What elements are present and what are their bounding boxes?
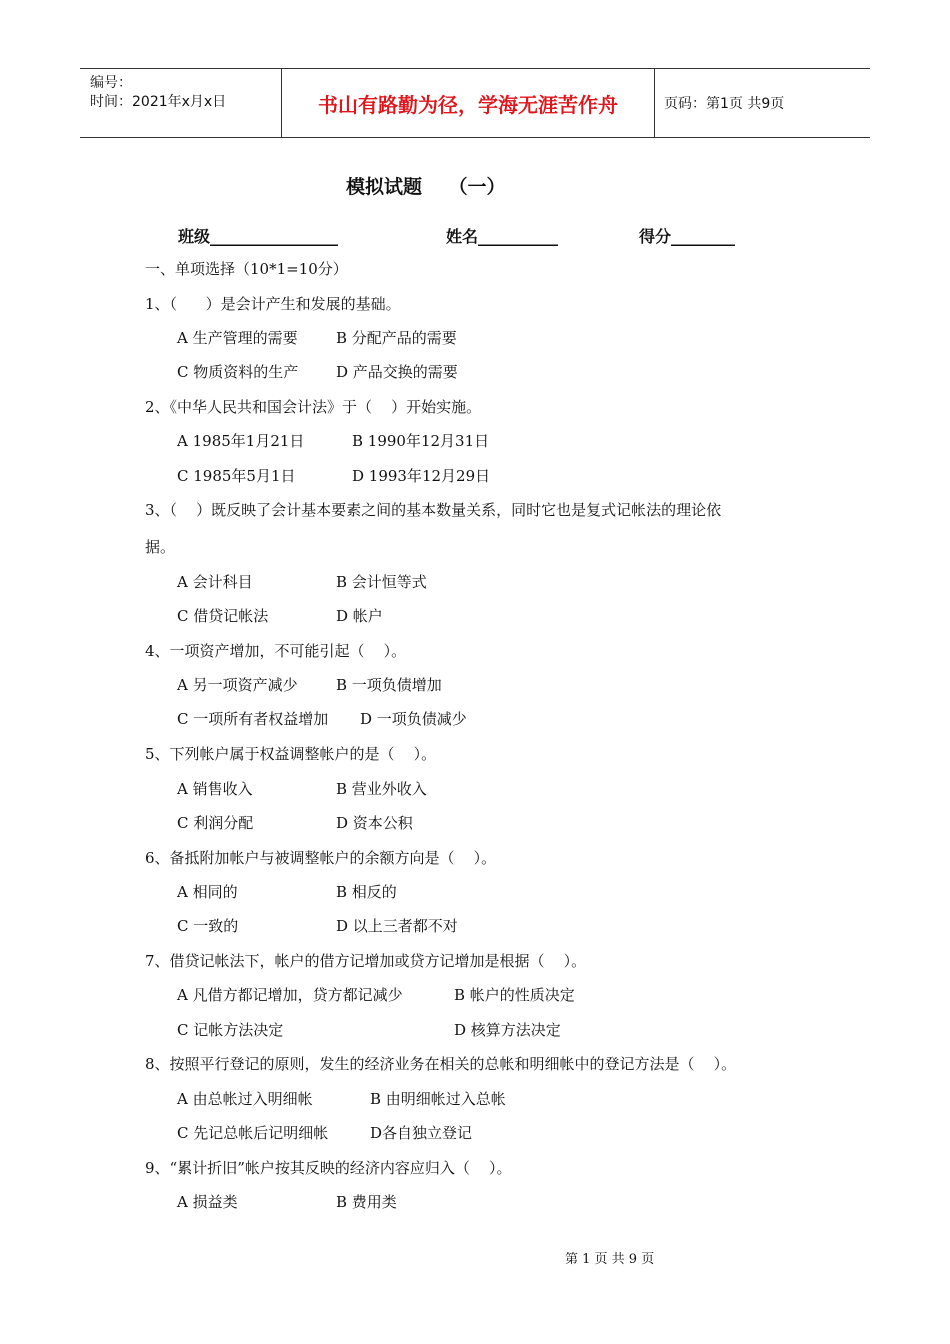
class-field: 班级________________: [178, 227, 339, 246]
question-5: 5、下列帐户属于权益调整帐户的是（ ）。: [145, 745, 437, 763]
option-a: A 由总帐过入明细帐: [177, 1090, 313, 1108]
option-c: C 记帐方法决定: [177, 1021, 284, 1039]
motto: 书山有路勤为径，学海无涯苦作舟: [281, 69, 655, 137]
time-label: 时间：2021年x月x日: [90, 94, 227, 110]
page-label: 页码：第1页 共9页: [664, 96, 785, 112]
question-2: 2、《中华人民共和国会计法》于（ ）开始实施。: [145, 398, 482, 416]
option-c: C 一项所有者权益增加: [177, 710, 329, 728]
option-a: A 1985年1月21日: [177, 432, 305, 450]
option-c: C 一致的: [177, 917, 239, 935]
option-a: A 损益类: [177, 1193, 238, 1211]
option-c: C 1985年5月1日: [177, 467, 296, 485]
question-6: 6、备抵附加帐户与被调整帐户的余额方向是（ ）。: [145, 849, 497, 867]
question-4: 4、一项资产增加，不可能引起（ ）。: [145, 642, 407, 660]
page-title: 模拟试题 （一）: [346, 176, 506, 198]
option-b: B 会计恒等式: [336, 573, 427, 591]
option-a: A 会计科目: [177, 573, 253, 591]
option-b: B 相反的: [336, 883, 397, 901]
option-a: A 凡借方都记增加，贷方都记减少: [177, 986, 403, 1004]
option-d: D 资本公积: [336, 814, 413, 832]
number-label: 编号：: [90, 75, 132, 91]
option-c: C 借贷记帐法: [177, 607, 269, 625]
question-3: 3、（ ）既反映了会计基本要素之间的基本数量关系，同时它也是复式记帐法的理论依: [145, 501, 722, 519]
question-3-cont: 据。: [145, 538, 176, 556]
question-9: 9、“累计折旧”帐户按其反映的经济内容应归入（ ）。: [145, 1159, 512, 1177]
option-b: B 费用类: [336, 1193, 397, 1211]
option-a: A 另一项资产减少: [177, 676, 298, 694]
option-d: D各自独立登记: [370, 1124, 473, 1142]
option-a: A 销售收入: [177, 780, 253, 798]
option-c: C 利润分配: [177, 814, 254, 832]
question-8: 8、按照平行登记的原则，发生的经济业务在相关的总帐和明细帐中的登记方法是（ ）。: [145, 1055, 737, 1073]
header-left-cell: [80, 69, 281, 137]
name-field: 姓名__________: [446, 227, 559, 246]
option-b: B 1990年12月31日: [352, 432, 490, 450]
option-d: D 产品交换的需要: [336, 363, 458, 381]
option-b: B 营业外收入: [336, 780, 427, 798]
header-table: [80, 68, 870, 138]
option-d: D 核算方法决定: [454, 1021, 561, 1039]
option-a: A 生产管理的需要: [177, 329, 298, 347]
option-b: B 由明细帐过入总帐: [370, 1090, 506, 1108]
option-d: D 一项负债减少: [360, 710, 467, 728]
section-heading: 一、单项选择（10*1=10分）: [145, 260, 348, 278]
question-7: 7、借贷记帐法下，帐户的借方记增加或贷方记增加是根据（ ）。: [145, 952, 587, 970]
option-d: D 1993年12月29日: [352, 467, 491, 485]
option-c: C 物质资料的生产: [177, 363, 299, 381]
option-d: D 以上三者都不对: [336, 917, 458, 935]
option-b: B 分配产品的需要: [336, 329, 457, 347]
option-d: D 帐户: [336, 607, 383, 625]
option-b: B 一项负债增加: [336, 676, 442, 694]
option-c: C 先记总帐后记明细帐: [177, 1124, 329, 1142]
question-1: 1、（ ）是会计产生和发展的基础。: [145, 295, 401, 313]
option-a: A 相同的: [177, 883, 238, 901]
option-b: B 帐户的性质决定: [454, 986, 575, 1004]
score-field: 得分________: [639, 227, 736, 246]
page-number: 第 1 页 共 9 页: [565, 1252, 655, 1267]
